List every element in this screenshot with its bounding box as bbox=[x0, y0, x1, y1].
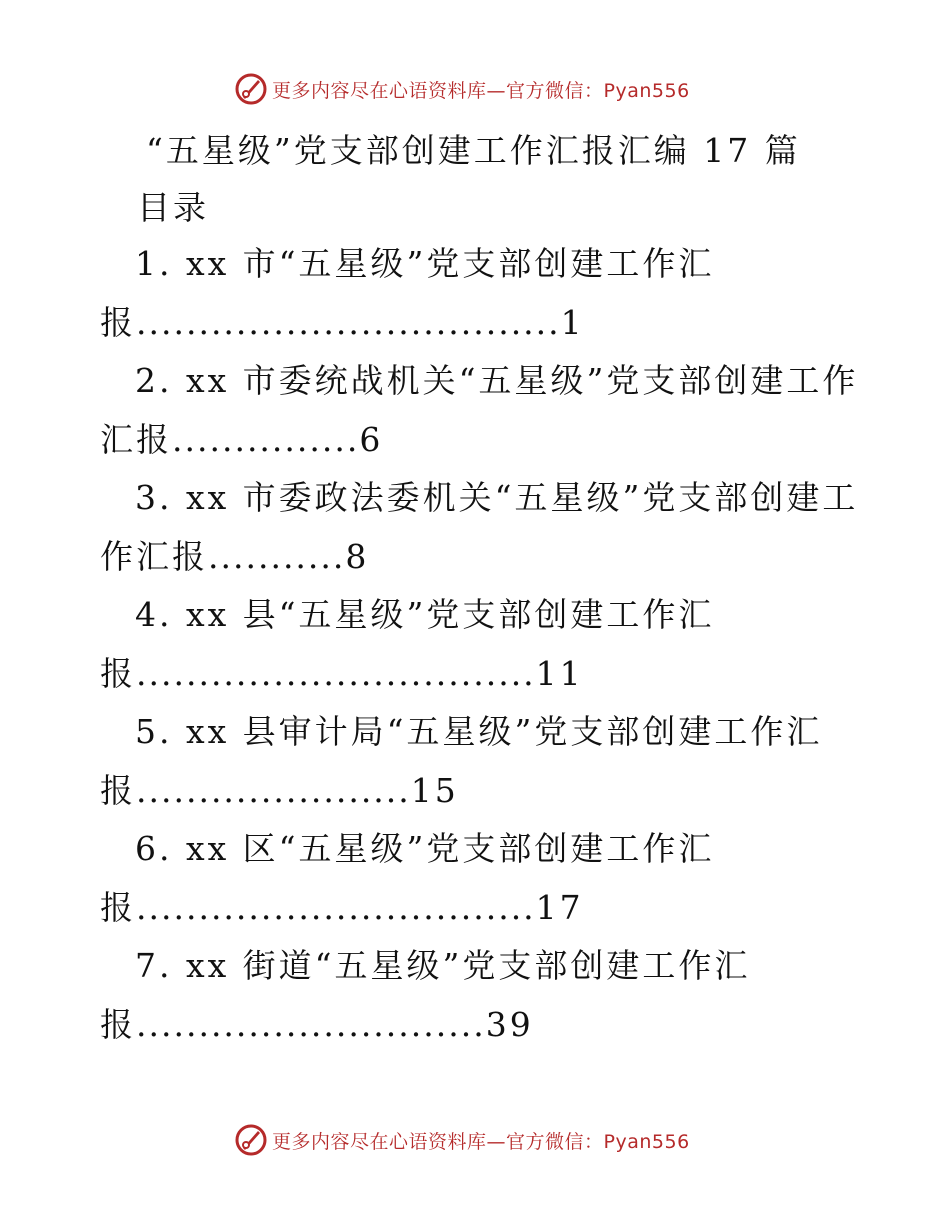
toc-page-number: 11 bbox=[535, 654, 584, 693]
toc-entry-5-continuation[interactable] bbox=[100, 771, 459, 811]
toc-entry-6-continuation[interactable] bbox=[100, 888, 584, 928]
toc-entry-text: 报 bbox=[100, 654, 136, 693]
quill-logo-icon bbox=[234, 1123, 268, 1157]
toc-entry-7-continuation[interactable] bbox=[100, 1005, 534, 1045]
toc-entry-text: 汇报 bbox=[100, 420, 172, 459]
toc-entry-4-continuation[interactable] bbox=[100, 654, 584, 694]
toc-entry-3-continuation[interactable] bbox=[100, 537, 369, 577]
leader-dots: ................................ bbox=[136, 654, 536, 693]
watermark-banner-bottom bbox=[234, 1123, 690, 1157]
leader-dots: ............... bbox=[172, 420, 360, 459]
watermark-text: 更多内容尽在心语资料库—官方微信：Pyan556 bbox=[272, 79, 690, 102]
toc-entry-2-title[interactable]: 2. xx 市委统战机关“五星级”党支部创建工作 bbox=[135, 361, 859, 400]
toc-entry-6-title[interactable]: 6. xx 区“五星级”党支部创建工作汇 bbox=[135, 829, 715, 868]
toc-entry-4-title[interactable]: 4. xx 县“五星级”党支部创建工作汇 bbox=[135, 595, 715, 634]
quill-logo-icon bbox=[234, 72, 268, 106]
toc-entry-2-continuation[interactable] bbox=[100, 420, 383, 460]
toc-entry-1-title[interactable]: 1. xx 市“五星级”党支部创建工作汇 bbox=[135, 244, 715, 283]
toc-entry-text: 报 bbox=[100, 1005, 136, 1044]
toc-page-number: 15 bbox=[410, 771, 459, 810]
toc-entry-5-title[interactable]: 5. xx 县审计局“五星级”党支部创建工作汇 bbox=[135, 712, 823, 751]
toc-entry-text: 作汇报 bbox=[100, 537, 208, 576]
toc-entry-text: 报 bbox=[100, 888, 136, 927]
toc-heading: 目录 bbox=[137, 188, 209, 227]
toc-page-number: 6 bbox=[359, 420, 384, 459]
leader-dots: ........... bbox=[208, 537, 346, 576]
leader-dots: .................................. bbox=[136, 303, 561, 342]
toc-entry-1-continuation[interactable] bbox=[100, 303, 585, 343]
toc-entry-7-title[interactable]: 7. xx 街道“五星级”党支部创建工作汇 bbox=[135, 946, 751, 985]
leader-dots: ................................ bbox=[136, 888, 536, 927]
leader-dots: ...................... bbox=[136, 771, 411, 810]
toc-page-number: 39 bbox=[485, 1005, 534, 1044]
toc-page-number: 8 bbox=[345, 537, 370, 576]
toc-page-number: 1 bbox=[560, 303, 585, 342]
toc-entry-text: 报 bbox=[100, 771, 136, 810]
watermark-text: 更多内容尽在心语资料库—官方微信：Pyan556 bbox=[272, 1130, 690, 1153]
leader-dots: ............................ bbox=[136, 1005, 486, 1044]
document-title: “五星级”党支部创建工作汇报汇编 17 篇 bbox=[146, 131, 801, 170]
toc-entry-3-title[interactable]: 3. xx 市委政法委机关“五星级”党支部创建工 bbox=[135, 478, 859, 517]
toc-page-number: 17 bbox=[535, 888, 584, 927]
watermark-banner-top bbox=[234, 72, 690, 106]
toc-entry-text: 报 bbox=[100, 303, 136, 342]
